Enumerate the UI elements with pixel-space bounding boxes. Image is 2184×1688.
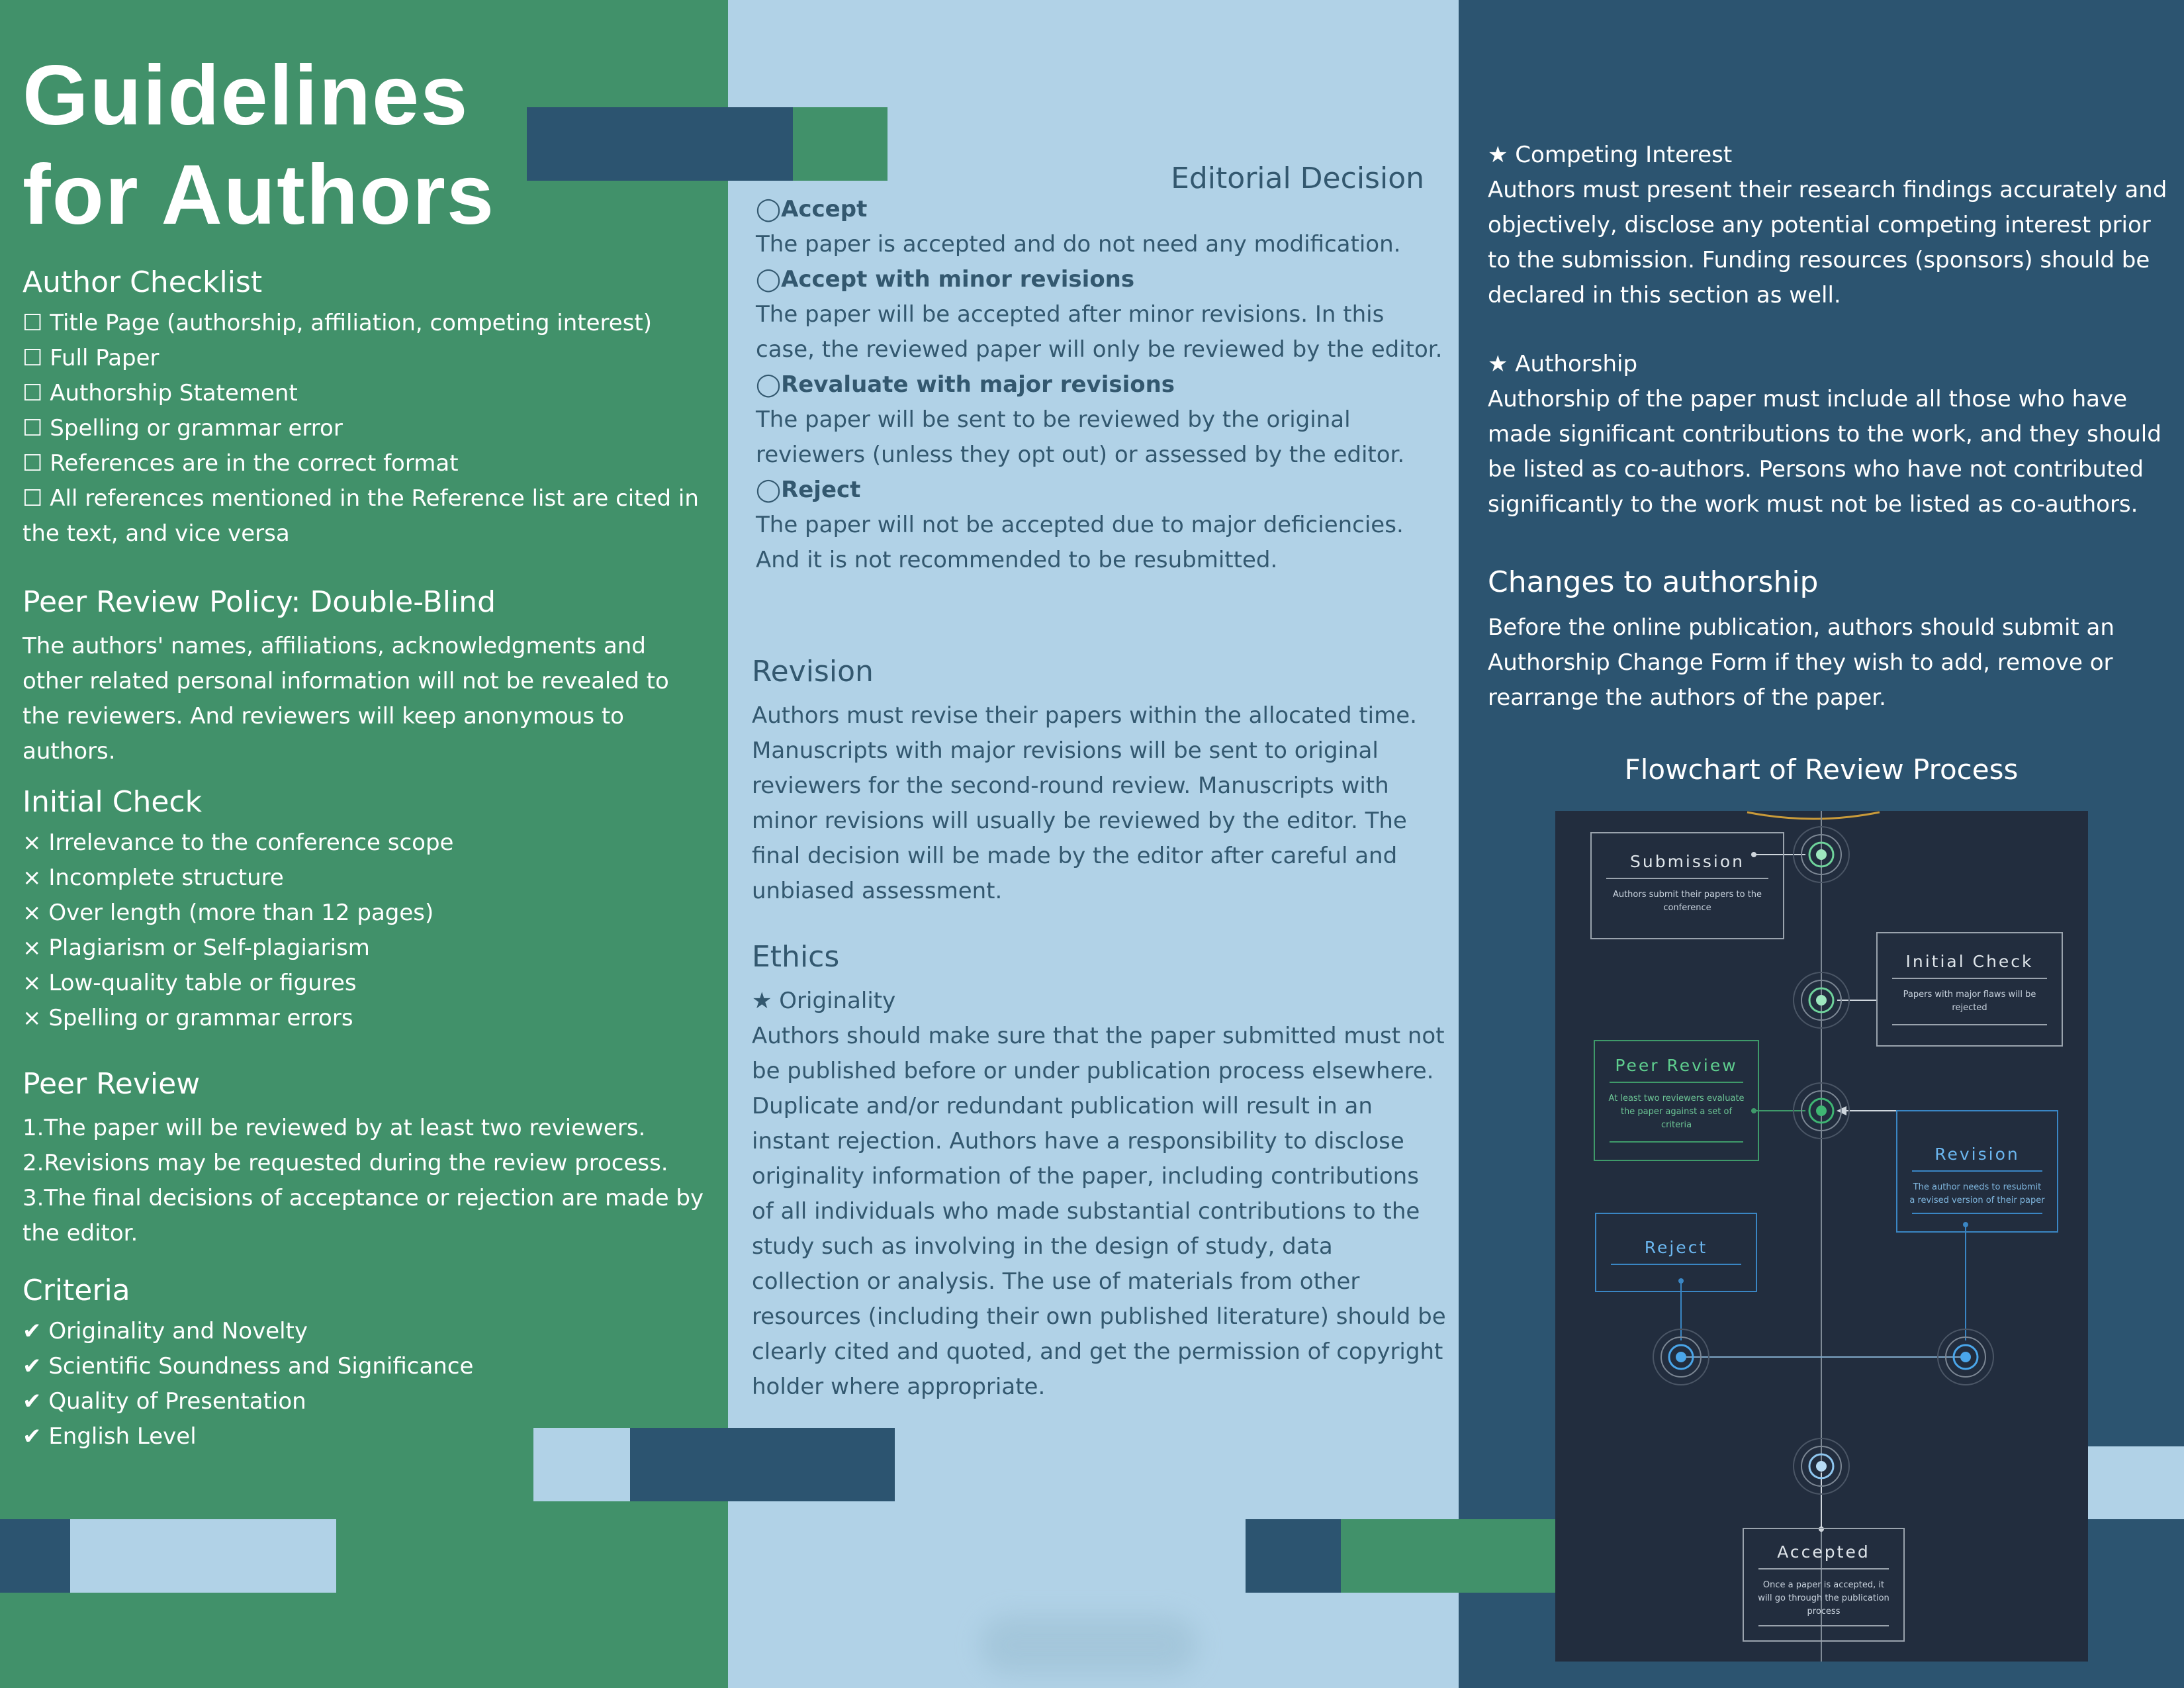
- criteria-item: ✔ Originality and Novelty: [23, 1318, 308, 1344]
- changes-heading: Changes to authorship: [1488, 565, 1819, 599]
- decorative-smudge: [979, 1615, 1198, 1675]
- flow-box-peer-review: Peer Review At least two reviewers evaluate the paper against a set of criteria: [1594, 1040, 1759, 1161]
- circle-icon: ◯: [756, 371, 782, 398]
- flow-box-initial-check: Initial Check Papers with major flaws will be rejected: [1876, 932, 2063, 1047]
- checkbox-icon: ☐: [23, 310, 43, 336]
- cross-icon: ×: [23, 829, 42, 856]
- decorative-block: [630, 1428, 895, 1501]
- initial-check-item: × Incomplete structure: [23, 865, 284, 891]
- flow-box-accepted: Accepted Once a paper is accepted, it will go through the publication process: [1743, 1528, 1905, 1642]
- initial-check-section: [23, 782, 711, 1036]
- star-icon: ★: [752, 988, 772, 1014]
- flowchart: [1555, 811, 2088, 1662]
- flow-box-reject: Reject: [1595, 1213, 1757, 1292]
- peer-review-item: 3.The final decisions of acceptance or rejection are made by the editor.: [23, 1185, 704, 1246]
- revision-text: Authors must revise their papers within the allocated time. Manuscripts with major revisions will be sent to original reviewers for the second-round review. Manuscripts with minor revisions will usually be reviewed by the editor. The final decision will be made by the editor after careful and unbiased assessment.: [752, 702, 1417, 904]
- initial-check-item: × Irrelevance to the conference scope: [23, 829, 454, 856]
- checklist-item: ☐ Title Page (authorship, affiliation, competing interest): [23, 310, 653, 336]
- checkbox-icon: ☐: [23, 415, 43, 442]
- cross-icon: ×: [23, 970, 42, 996]
- checklist-item: ☐ Spelling or grammar error: [23, 415, 343, 442]
- competing-label: ★ Competing Interest: [1488, 142, 1733, 168]
- criteria-item: ✔ Quality of Presentation: [23, 1388, 306, 1415]
- editorial-heading: Editorial Decision: [1171, 162, 1424, 195]
- node-revision-icon: [1938, 1329, 1993, 1385]
- changes-section: [1488, 563, 2173, 716]
- checklist-heading: Author Checklist: [23, 265, 263, 299]
- checkbox-icon: ☐: [23, 380, 43, 406]
- page-title: Guidelines for Authors: [23, 48, 496, 242]
- star-icon: ★: [1488, 142, 1508, 168]
- peer-review-section: [23, 1064, 711, 1251]
- node-peer-review-icon: [1794, 1083, 1849, 1139]
- decorative-block: [0, 1519, 70, 1593]
- editorial-option: ◯Accept with minor revisions The paper will be accepted after minor revisions. In this case, the reviewed paper will only be reviewed by the editor.: [756, 266, 1443, 363]
- cross-icon: ×: [23, 935, 42, 961]
- originality-label: ★ Originality: [752, 988, 896, 1014]
- editorial-option: ◯Revaluate with major revisions The paper will be sent to be reviewed by the original reviewers (unless they opt out) or assessed by the editor.: [756, 371, 1405, 468]
- peer-policy-text: The authors' names, affiliations, acknowledgments and other related personal information will not be revealed to the reviewers. And reviewers will keep anonymous to authors.: [23, 633, 669, 765]
- checklist-item: ☐ Authorship Statement: [23, 380, 298, 406]
- initial-check-item: × Low-quality table or figures: [23, 970, 357, 996]
- checklist-item: ☐ All references mentioned in the Reference list are cited in the text, and vice versa: [23, 485, 699, 547]
- initial-check-item: × Over length (more than 12 pages): [23, 900, 434, 926]
- flow-box-submission: Submission Authors submit their papers to the conference: [1590, 832, 1784, 939]
- peer-review-policy: [23, 583, 711, 769]
- criteria-section: [23, 1271, 711, 1454]
- cross-icon: ×: [23, 865, 42, 891]
- ethics-heading: Ethics: [752, 940, 840, 974]
- node-accepted-icon: [1794, 1438, 1849, 1494]
- criteria-item: ✔ English Level: [23, 1423, 197, 1450]
- decorative-arc: [1747, 812, 1880, 819]
- competing-text: Authors must present their research findings accurately and objectively, disclose any potential competing interest prior to the submission. Funding resources (sponsors) should be declared in this section as well.: [1488, 177, 2167, 308]
- decorative-block: [70, 1519, 336, 1593]
- circle-icon: ◯: [756, 266, 782, 293]
- check-icon: ✔: [23, 1353, 42, 1380]
- node-initial-check-icon: [1794, 972, 1849, 1028]
- ethics-section: [752, 937, 1447, 1405]
- check-icon: ✔: [23, 1318, 42, 1344]
- peer-review-item: 1.The paper will be reviewed by at least two reviewers.: [23, 1115, 646, 1141]
- initial-check-item: × Plagiarism or Self-plagiarism: [23, 935, 370, 961]
- authorship-text: Authorship of the paper must include all those who have made significant contributions to the work, and they should be listed as co-authors. Persons who have not contributed significantly to the work must not be listed as co-authors.: [1488, 386, 2161, 518]
- originality-text: Authors should make sure that the paper submitted must not be published before or under publication process elsewhere. Duplicate and/or redundant publication will result in an instant rejection. Authors have a responsibility to disclose originality information of the paper, including contributions of all individuals who made substantial contributions to the study such as involving in the design of study, data collection or analysis. The use of materials from other resources (including their own published literature) should be clearly cited and quoted, and get the permission of copyright holder where appropriate.: [752, 1023, 1446, 1400]
- initial-check-item: × Spelling or grammar errors: [23, 1005, 353, 1031]
- peer-review-heading: Peer Review: [23, 1067, 201, 1101]
- cross-icon: ×: [23, 1005, 42, 1031]
- criteria-heading: Criteria: [23, 1274, 130, 1307]
- peer-review-item: 2.Revisions may be requested during the review process.: [23, 1150, 668, 1176]
- changes-text: Before the online publication, authors should submit an Authorship Change Form if they wish to add, remove or rearrange the authors of the paper.: [1488, 614, 2115, 711]
- editorial-option: ◯Reject The paper will not be accepted due to major deficiencies. And it is not recommended to be resubmitted.: [756, 477, 1404, 573]
- criteria-item: ✔ Scientific Soundness and Significance: [23, 1353, 474, 1380]
- star-icon: ★: [1488, 351, 1508, 377]
- cross-icon: ×: [23, 900, 42, 926]
- checkbox-icon: ☐: [23, 345, 43, 371]
- decorative-block: [527, 107, 793, 181]
- author-checklist: [23, 263, 711, 551]
- flow-box-revision: Revision The author needs to resubmit a revised version of their paper: [1896, 1110, 2058, 1233]
- peer-policy-heading: Peer Review Policy: Double-Blind: [23, 585, 496, 619]
- checklist-item: ☐ Full Paper: [23, 345, 159, 371]
- decorative-block: [793, 107, 887, 181]
- authorship-label: ★ Authorship: [1488, 351, 1638, 377]
- checklist-item: ☐ References are in the correct format: [23, 450, 459, 477]
- initial-check-heading: Initial Check: [23, 785, 203, 819]
- revision-heading: Revision: [752, 655, 874, 688]
- competing-interest-section: [1488, 138, 2173, 313]
- revision-section: [752, 652, 1440, 909]
- node-submission-icon: [1794, 827, 1849, 882]
- decorative-block: [533, 1428, 630, 1501]
- circle-icon: ◯: [756, 477, 782, 503]
- editorial-option: ◯Accept The paper is accepted and do not need any modification.: [756, 196, 1401, 258]
- node-reject-icon: [1653, 1329, 1709, 1385]
- check-icon: ✔: [23, 1388, 42, 1415]
- check-icon: ✔: [23, 1423, 42, 1450]
- editorial-decision-section: [756, 159, 1444, 578]
- decorative-block: [1246, 1519, 1341, 1593]
- checkbox-icon: ☐: [23, 485, 43, 512]
- circle-icon: ◯: [756, 196, 782, 222]
- authorship-section: [1488, 347, 2173, 522]
- checkbox-icon: ☐: [23, 450, 43, 477]
- flowchart-heading: Flowchart of Review Process: [1624, 753, 2019, 786]
